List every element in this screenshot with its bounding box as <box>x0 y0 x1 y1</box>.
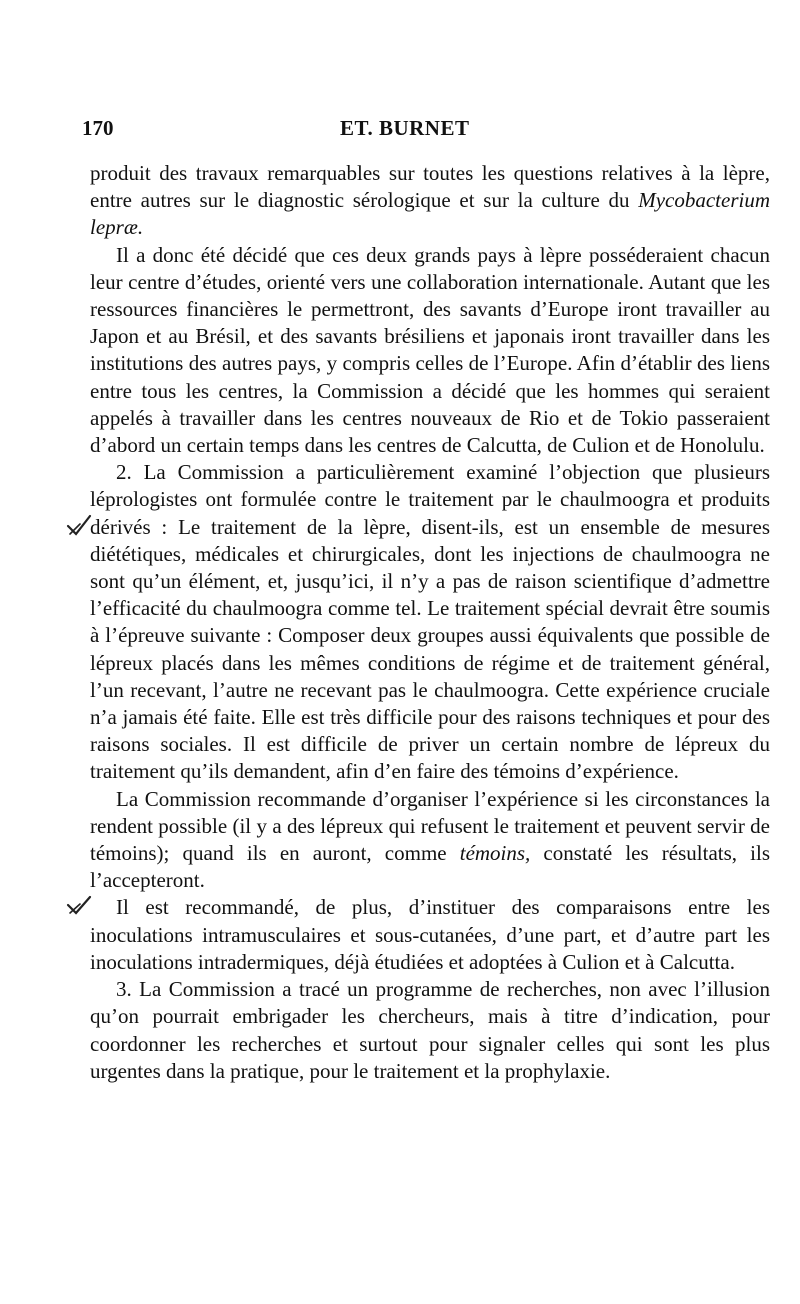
text-run: constaté les résultats, ils l’accepteront. <box>90 841 770 893</box>
running-head <box>82 116 772 142</box>
text-run: produit des travaux remarquables sur toutes les questions relatives à la lèpre, entre autres sur le diagnostic sérologique et sur la culture du <box>90 161 770 213</box>
italic-term: témoins, <box>459 841 531 866</box>
running-title: ET. BURNET <box>340 116 470 140</box>
italic-term: Mycobacterium lepræ. <box>90 188 770 240</box>
page-number: 170 <box>82 116 114 140</box>
paragraph: 3. La Commission a tracé un programme de recherches, non avec l’illusion qu’on pourrait embrigader les chercheurs, mais à titre d’indication, pour coordonner les recherches et surtout pour signaler celles qui sont les plus urgentes dans la pratique, pour le traitement et la prophylaxie. <box>90 977 770 1083</box>
paragraph: Il est recommandé, de plus, d’instituer des comparaisons entre les inoculations intramusculaires et sous-cutanées, d’une part, et d’autre part les inoculations intradermiques, déjà étudiées et adoptées à Culion et à Calcutta. <box>90 895 770 974</box>
paragraph <box>90 786 770 895</box>
paragraph: Il a donc été décidé que ces deux grands pays à lèpre posséderaient chacun leur centre d’études, orienté vers une collaboration internationale. Autant que les ressources financières le permettront, des savants d’Europe iront travailler au Japon et au Brésil, et des savants brésiliens et japonais iront travailler dans les institutions des autres pays, y compris celles de l’Europe. Afin d’établir des liens entre tous les centres, la Commission a décidé que les hommes qui seraient appelés à travailler dans les centres nouveaux de Rio et de Tokio passeraient d’abord un certain temps dans les centres de Calcutta, de Culion et de Honolulu. <box>90 242 770 458</box>
paragraph: 2. La Commission a particulièrement examiné l’objection que plusieurs léprologistes ont formulée contre le traitement par le chaulmoogra et produits dérivés : Le traitement de la lèpre, disent-ils, est un ensemble de mesures diététiques, médicales et chirurgicales, dont les injections de chaulmoogra ne sont qu’un élément, et, jusqu’ici, il n’y a pas de raison scientifique d’admettre l’efficacité du chaulmoogra comme tel. Le traitement spécial devrait être soumis à l’épreuve suivante : Composer deux groupes aussi équivalents que possible de lépreux placés dans les mêmes conditions de régime et de traitement général, l’un recevant, l’autre ne recevant pas le chaulmoogra. Cette expérience cruciale n’a jamais été faite. Elle est très difficile pour des raisons techniques et pour des raisons sociales. Il est difficile de priver un certain nombre de lépreux du traitement qu’ils demandent, afin d’en faire des témoins d’expérience. <box>90 460 770 784</box>
body-text <box>90 160 770 1085</box>
paragraph-continuation <box>90 160 770 242</box>
text-run: La Commission recommande d’organiser l’expérience si les circonstances la rendent possible (il y a des lépreux qui refusent le traitement et peuvent servir de témoins); quand ils en auront, comme <box>90 786 770 866</box>
